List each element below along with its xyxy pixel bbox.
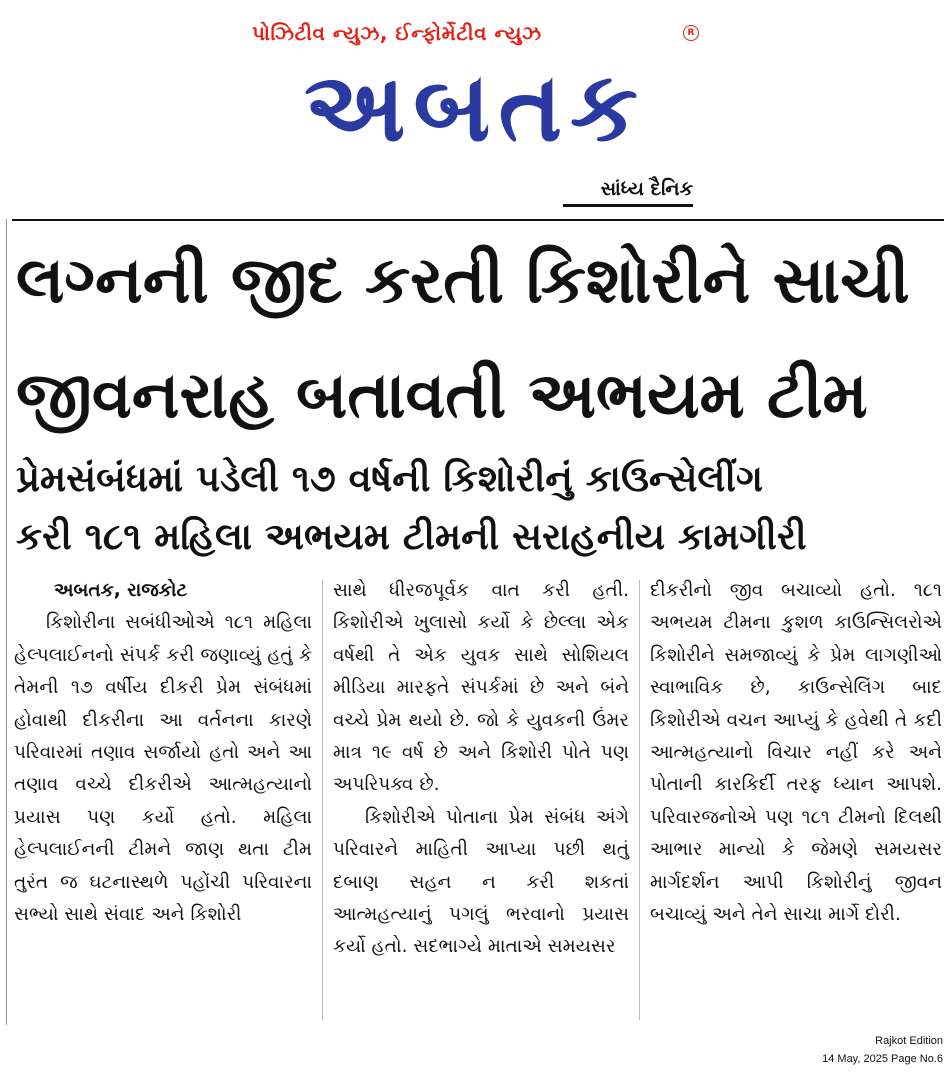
article-paragraph: કિશોરીએ પોતાના પ્રેમ સંબંધ અંગે પરિવારને માહિતી આપ્યા પછી થતું દબાણ સહન ન કરી શકતાં આત્મહત્યાનું પગલું ભરવાનો પ્રયાસ કર્યો હતો. સદભાગ્યે માતાએ સમયસર <box>333 806 629 958</box>
clipping-border <box>6 219 7 1025</box>
subheadline-line-2: કરી ૧૮૧ મહિલા અભયમ ટીમની સરાહનીય કામગીરી <box>16 515 807 558</box>
headline-line-1: લગ્નની જીદ કરતી કિશોરીને સાચી <box>16 244 910 318</box>
publication-date-page: 14 May, 2025 Page No.6 <box>822 1053 943 1065</box>
article-paragraph: સાથે ધીરજપૂર્વક વાત કરી હતી. કિશોરીએ ખુલાસો કર્યો કે છેલ્લા એક વર્ષથી તે એક યુવક સાથે સોશિયલ મીડિયા મારફતે સંપર્કમાં છે અને બંને વચ્ચે પ્રેમ થયો છે. જો કે યુવકની ઉંમર માત્ર ૧૯ વર્ષ છે અને કિશોરી પોતે પણ અપરિપક્વ છે. <box>333 580 629 796</box>
article-paragraph: દીકરીનો જીવ બચાવ્યો હતો. ૧૮૧ અભયમ ટીમના કુશળ કાઉન્સિલરોએ કિશોરીને સમજાવ્યું કે પ્રેમ લાગણીઓ સ્વાભાવિક છે, કાઉન્સેલિંગ બાદ કિશોરીએ વચન આપ્યું કે હવેથી તે કદી આત્મહત્યાનો વિચાર નહીં કરે અને પોતાની કારકિર્દી તરફ ધ્યાન આપશે. પરિવારજનોએ પણ ૧૮૧ ટીમનો દિલથી આભાર માન્યો કે જેમણે સમયસર માર્ગદર્શન આપી કિશોરીનું જીવન બચાવ્યું અને તેને સાચા માર્ગે દોરી. <box>650 580 942 926</box>
newspaper-tagline: પોઝિટીવ ન્યુઝ, ઈન્ફોર્મેટીવ ન્યુઝ <box>252 21 542 45</box>
article-paragraph: કિશોરીના સબંધીઓએ ૧૮૧ મહિલા હેલ્પલાઈનનો સંપર્ક કરી જણાવ્યું હતું કે તેમની ૧૭ વર્ષીય દીકરી પ્રેમ સંબંધમાં હોવાથી દીકરીના આ વર્તનના કારણે પરિવારમાં તણાવ સર્જાયો હતો અને આ તણાવ વચ્ચે દીકરીએ આત્મહત્યાનો પ્રયાસ પણ કર્યો હતો. મહિલા હેલ્પલાઈનની ટીમને જાણ થતા ટીમ તુરંત જ ઘટનાસ્થળે પહોંચી પરિવારના સભ્યો સાથે સંવાદ અને કિશોરી <box>14 612 312 926</box>
headline-line-2: જીવનરાહ બતાવતી અભયમ ટીમ <box>16 359 868 433</box>
column-divider <box>639 580 640 1020</box>
masthead-divider <box>12 219 944 221</box>
masthead <box>0 0 951 215</box>
subheadline-line-1: પ્રેમસંબંધમાં પડેલી ૧૭ વર્ષની કિશોરીનું કાઉન્સેલીંગ <box>16 457 763 500</box>
edition-type-label: સાંધ્ય દૈનિક <box>600 178 693 200</box>
column-divider <box>322 580 323 1020</box>
article-column-3 <box>650 575 942 1035</box>
article-column-1 <box>14 575 312 1035</box>
article-dateline: અબતક, રાજકોટ <box>54 580 188 601</box>
registered-trademark-icon: R <box>683 25 699 41</box>
newspaper-logo: અબતક <box>304 51 646 163</box>
edition-underline <box>563 204 693 207</box>
article-column-2 <box>333 575 629 1035</box>
edition-name: Rajkot Edition <box>875 1035 943 1047</box>
